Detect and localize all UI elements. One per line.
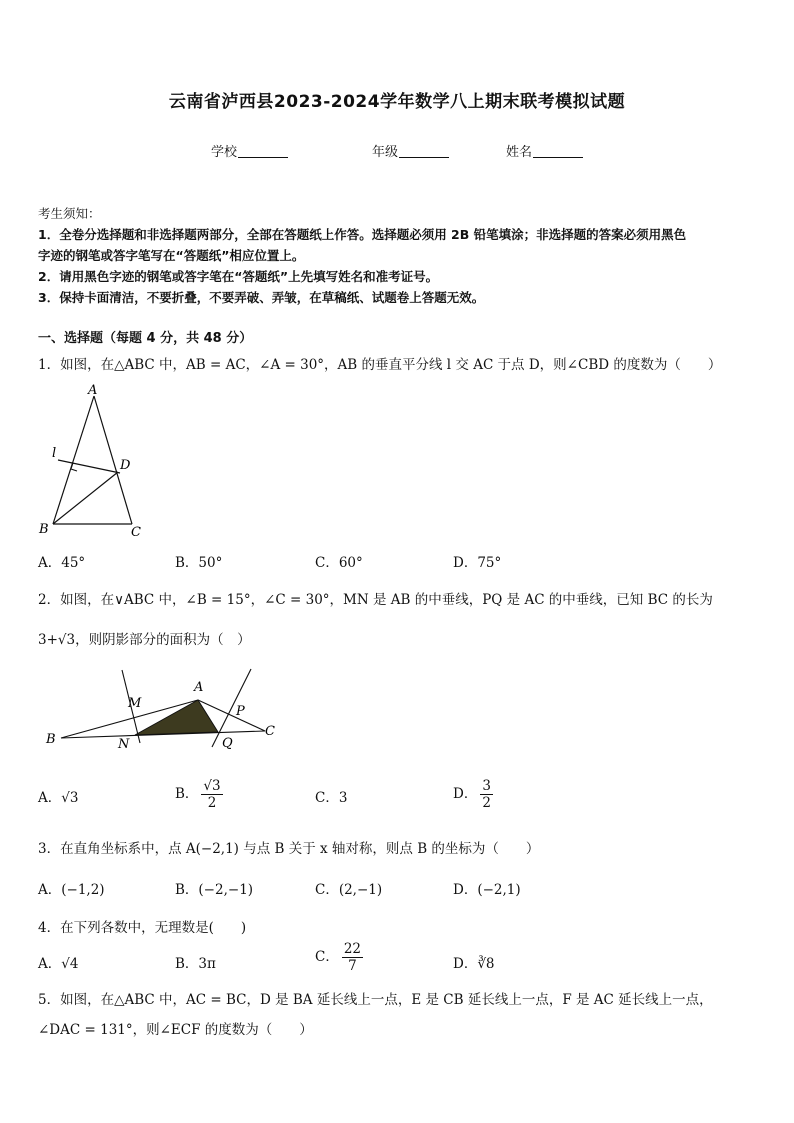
name-label: 姓名 bbox=[506, 145, 533, 160]
q2-option-b[interactable] bbox=[175, 778, 223, 811]
question-3-text: 3．在直角坐标系中，点 A(−2,1) 与点 B 关于 x 轴对称，则点 B 的坐标为（ ） bbox=[38, 841, 540, 857]
q2-option-d-numerator: 3 bbox=[482, 778, 491, 794]
q2-figure bbox=[40, 665, 290, 755]
q2-shaded-triangle bbox=[135, 700, 218, 735]
school-field[interactable] bbox=[211, 141, 288, 160]
q2-label-a: A bbox=[194, 680, 204, 695]
q1-line-l bbox=[58, 460, 120, 473]
question-5-text-cont: ∠DAC = 131°，则∠ECF 的度数为（ ） bbox=[38, 1022, 313, 1038]
q1-label-b: B bbox=[39, 522, 49, 537]
q4-option-b[interactable]: B．3π bbox=[175, 956, 216, 972]
q4-option-d[interactable]: D．∛8 bbox=[453, 956, 495, 972]
q4-option-c[interactable] bbox=[315, 941, 363, 974]
q1-option-c[interactable]: C．60° bbox=[315, 555, 363, 571]
grade-label: 年级 bbox=[372, 145, 399, 160]
q1-label-a: A bbox=[88, 383, 98, 398]
notice-item: 2．请用黑色字迹的钢笔或答字笔在“答题纸”上先填写姓名和准考证号。 bbox=[38, 269, 439, 284]
notice-block bbox=[38, 203, 758, 308]
page-title: 云南省泸西县2023-2024学年数学八上期末联考模拟试题 bbox=[168, 92, 626, 112]
q2-option-b-letter: B． bbox=[175, 786, 199, 802]
q2-label-n: N bbox=[118, 737, 130, 752]
q1-line-bd bbox=[53, 472, 118, 524]
q2-option-b-numerator: √3 bbox=[203, 778, 221, 794]
question-4-text: 4．在下列各数中，无理数是( ) bbox=[38, 920, 247, 936]
q1-label-d: D bbox=[120, 458, 131, 473]
q2-label-q: Q bbox=[222, 736, 233, 751]
question-2-text-cont: 3+√3，则阴影部分的面积为（ ） bbox=[38, 632, 251, 648]
notice-item: 1．全卷分选择题和非选择题两部分，全部在答题纸上作答。选择题必须用 2B 铅笔填涂；非选择题的答案必须用黑色 bbox=[38, 227, 687, 242]
q3-option-d[interactable]: D．(−2,1) bbox=[453, 882, 521, 898]
q2-option-d-fraction bbox=[480, 778, 493, 811]
school-label: 学校 bbox=[211, 145, 238, 160]
q2-option-c[interactable]: C．3 bbox=[315, 790, 348, 806]
q3-option-b[interactable]: B．(−2,−1) bbox=[175, 882, 254, 898]
q1-figure bbox=[36, 380, 146, 540]
question-2-text: 2．如图，在∨ABC 中，∠B = 15°，∠C = 30°，MN 是 AB 的中垂线，PQ 是 AC 的中垂线，已知 BC 的长为 bbox=[38, 592, 713, 608]
q2-option-b-fraction bbox=[201, 778, 222, 811]
q1-option-d[interactable]: D．75° bbox=[453, 555, 502, 571]
q2-option-d[interactable] bbox=[453, 778, 493, 811]
q2-label-p: P bbox=[236, 704, 245, 719]
question-5-text: 5．如图，在△ABC 中，AC = BC，D 是 BA 延长线上一点，E 是 CB 延长线上一点，F 是 AC 延长线上一点， bbox=[38, 992, 713, 1008]
grade-blank[interactable] bbox=[399, 145, 449, 158]
q2-label-c: C bbox=[265, 724, 275, 739]
q4-option-c-letter: C． bbox=[315, 949, 339, 965]
notice-heading: 考生须知： bbox=[38, 206, 101, 221]
notice-item: 字迹的钢笔或答字笔写在“答题纸”相应位置上。 bbox=[38, 248, 305, 263]
q4-option-a[interactable]: A．√4 bbox=[38, 956, 79, 972]
q2-option-d-denominator: 2 bbox=[482, 795, 491, 811]
school-blank[interactable] bbox=[238, 145, 288, 158]
q1-label-c: C bbox=[131, 525, 141, 540]
q2-label-b: B bbox=[46, 732, 56, 747]
grade-field[interactable] bbox=[372, 141, 449, 160]
q2-label-m: M bbox=[128, 696, 142, 711]
q2-option-a[interactable]: A．√3 bbox=[38, 790, 79, 806]
q1-label-l: l bbox=[52, 446, 57, 461]
section-heading: 一、选择题（每题 4 分，共 48 分） bbox=[38, 331, 253, 346]
q3-option-a[interactable]: A．(−1,2) bbox=[38, 882, 105, 898]
q1-option-a[interactable]: A．45° bbox=[38, 555, 86, 571]
name-blank[interactable] bbox=[533, 145, 583, 158]
q1-option-b[interactable]: B．50° bbox=[175, 555, 223, 571]
q4-option-c-denominator: 7 bbox=[348, 958, 357, 974]
q3-option-c[interactable]: C．(2,−1) bbox=[315, 882, 383, 898]
q2-option-d-letter: D． bbox=[453, 786, 478, 802]
question-1-text: 1．如图，在△ABC 中，AB = AC，∠A = 30°，AB 的垂直平分线 l 交 AC 于点 D，则∠CBD 的度数为（ ） bbox=[38, 357, 722, 373]
notice-item: 3．保持卡面清洁，不要折叠，不要弄破、弄皱，在草稿纸、试题卷上答题无效。 bbox=[38, 290, 485, 305]
q2-option-b-denominator: 2 bbox=[207, 795, 217, 811]
name-field[interactable] bbox=[506, 141, 583, 160]
q4-option-c-fraction bbox=[342, 941, 363, 974]
q4-option-c-numerator: 22 bbox=[343, 941, 362, 957]
